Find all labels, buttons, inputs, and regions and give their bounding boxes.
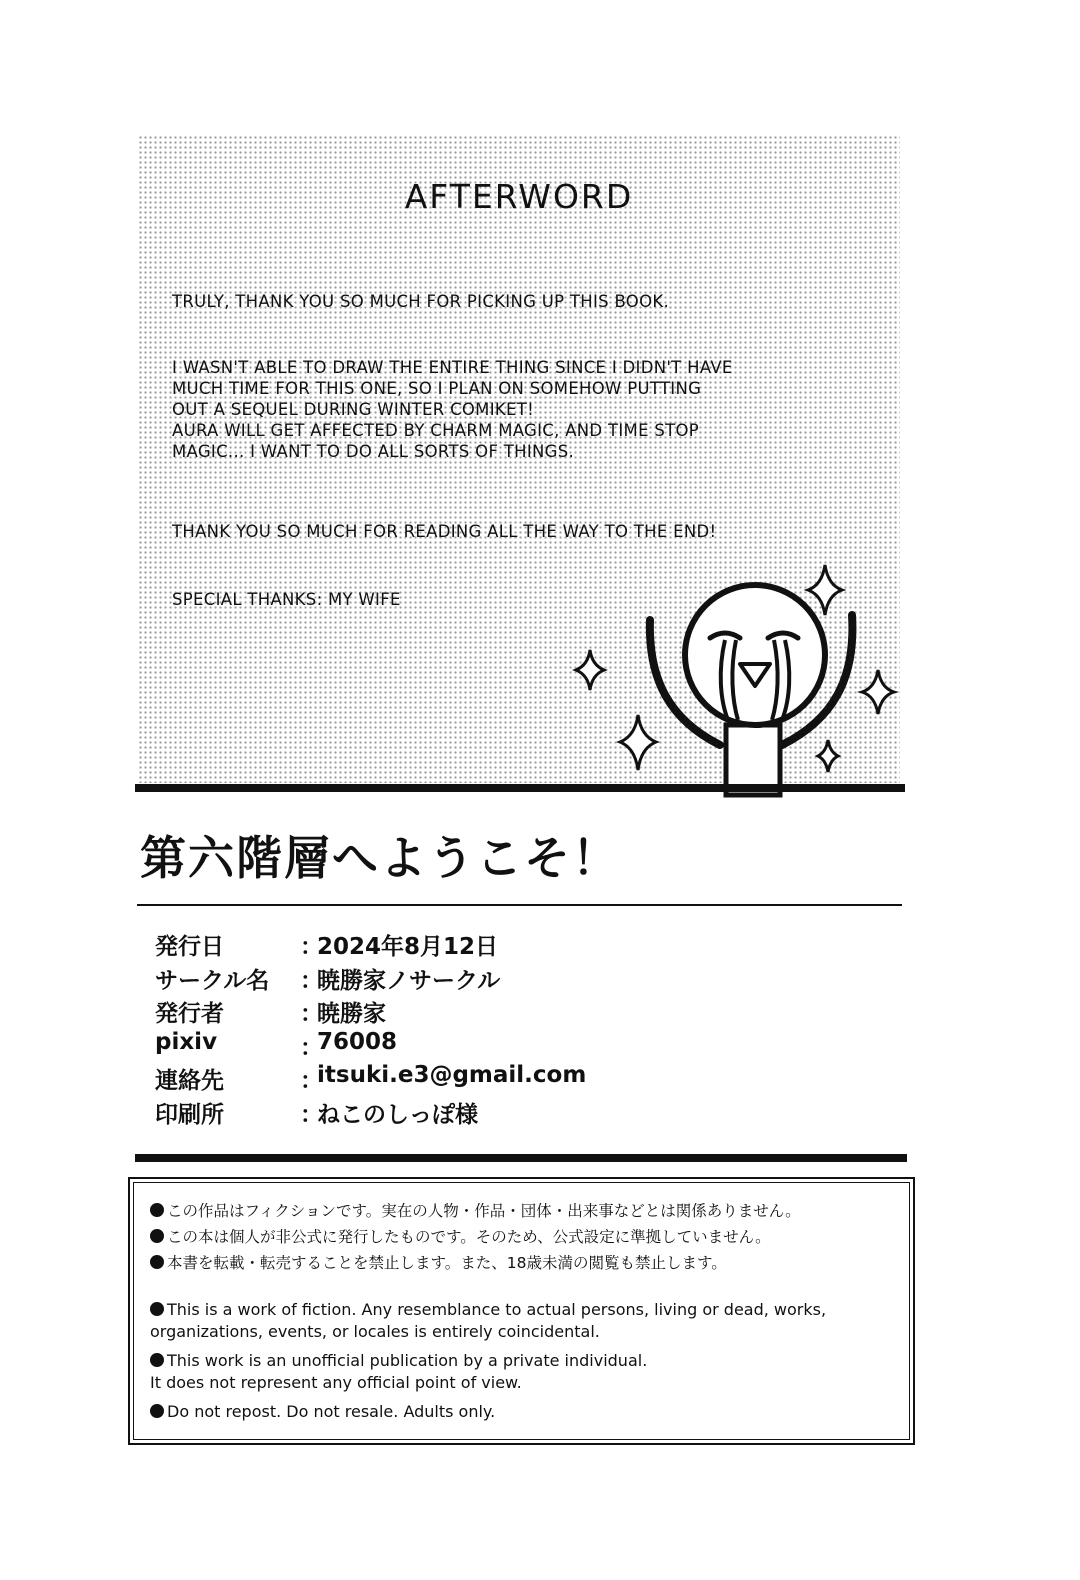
disclaimer-jp-text: この作品はフィクションです。実在の人物・作品・団体・出来事などとは関係ありません。 xyxy=(167,1202,801,1220)
colophon-colon: ： xyxy=(300,1101,323,1128)
bullet-icon xyxy=(150,1404,164,1418)
colophon-value: ねこのしっぽ様 xyxy=(317,1101,478,1128)
afterword-paragraph-3 xyxy=(172,521,872,542)
disclaimer-jp-line xyxy=(150,1199,801,1221)
colophon-value: 暁勝家ノサークル xyxy=(317,967,501,994)
contact-email: itsuki.e3@gmail.com xyxy=(317,1062,587,1088)
colophon-label: 連絡先 xyxy=(155,1068,224,1094)
disclaimer-en-text: It does not represent any official point of view. xyxy=(150,1373,522,1392)
afterword-line: SPECIAL THANKS: MY WIFE xyxy=(172,590,401,609)
bullet-icon xyxy=(150,1229,164,1243)
book-title: 第六階層へようこそ！ xyxy=(140,831,620,885)
disclaimer-en-item xyxy=(150,1299,826,1343)
disclaimer-en-text: Do not repost. Do not resale. Adults only. xyxy=(167,1402,496,1421)
bullet-icon xyxy=(150,1302,164,1316)
bullet-icon xyxy=(150,1203,164,1217)
colophon-colon: ： xyxy=(300,1068,323,1094)
afterword-line: MUCH TIME FOR THIS ONE, SO I PLAN ON SOMEHOW PUTTING xyxy=(172,379,702,398)
afterword-line: AURA WILL GET AFFECTED BY CHARM MAGIC, AND TIME STOP xyxy=(172,421,700,440)
divider-thick xyxy=(135,784,905,792)
disclaimer-en-item xyxy=(150,1350,647,1394)
colophon-label: pixiv xyxy=(155,1028,218,1055)
afterword-line: THANK YOU SO MUCH FOR READING ALL THE WAY TO THE END! xyxy=(172,522,717,541)
disclaimer-en-text: This work is an unofficial publication by a private individual. xyxy=(167,1351,648,1370)
disclaimer-jp-text: この本は個人が非公式に発行したものです。そのため、公式設定に準拠していません。 xyxy=(167,1228,771,1246)
disclaimer-jp-text: 本書を転載・転売することを禁止します。また、18歳未満の閲覧も禁止します。 xyxy=(167,1254,727,1272)
colophon-colon: ： xyxy=(300,934,323,960)
disclaimer-en-item xyxy=(150,1401,495,1423)
divider-thin xyxy=(137,904,902,906)
afterword-line: OUT A SEQUEL DURING WINTER COMIKET! xyxy=(172,400,535,419)
colophon-colon: ： xyxy=(300,1034,323,1061)
bullet-icon xyxy=(150,1255,164,1269)
disclaimer-jp-line xyxy=(150,1251,727,1273)
colophon-value: 2024年8月12日 xyxy=(317,934,499,960)
colophon-value: 76008 xyxy=(317,1028,398,1055)
afterword-line: MAGIC... I WANT TO DO ALL SORTS OF THINGS. xyxy=(172,442,575,461)
colophon-label: サークル名 xyxy=(155,967,270,994)
afterword-title: AFTERWORD xyxy=(404,177,634,216)
disclaimer-en-text: This is a work of fiction. Any resemblance to actual persons, living or dead, works, xyxy=(167,1300,827,1319)
colophon-colon: ： xyxy=(300,967,323,994)
disclaimer-en-text: organizations, events, or locales is entirely coincidental. xyxy=(150,1322,600,1341)
crying-mascot-illustration xyxy=(570,560,910,800)
afterword-paragraph-2 xyxy=(172,357,872,462)
disclaimer-box xyxy=(128,1177,915,1445)
afterword-line: I WASN'T ABLE TO DRAW THE ENTIRE THING SINCE I DIDN'T HAVE xyxy=(172,358,733,377)
bullet-icon xyxy=(150,1353,164,1367)
afterword-line: TRULY, THANK YOU SO MUCH FOR PICKING UP THIS BOOK. xyxy=(172,292,670,311)
afterword-paragraph-1 xyxy=(172,291,872,312)
divider-thick xyxy=(135,1154,907,1162)
colophon-label: 発行者 xyxy=(155,1001,224,1027)
colophon-label: 発行日 xyxy=(155,934,224,960)
colophon-colon: ： xyxy=(300,1001,323,1027)
disclaimer-jp-line xyxy=(150,1225,771,1247)
colophon-value: 暁勝家 xyxy=(317,1001,386,1027)
colophon-label: 印刷所 xyxy=(155,1101,224,1128)
